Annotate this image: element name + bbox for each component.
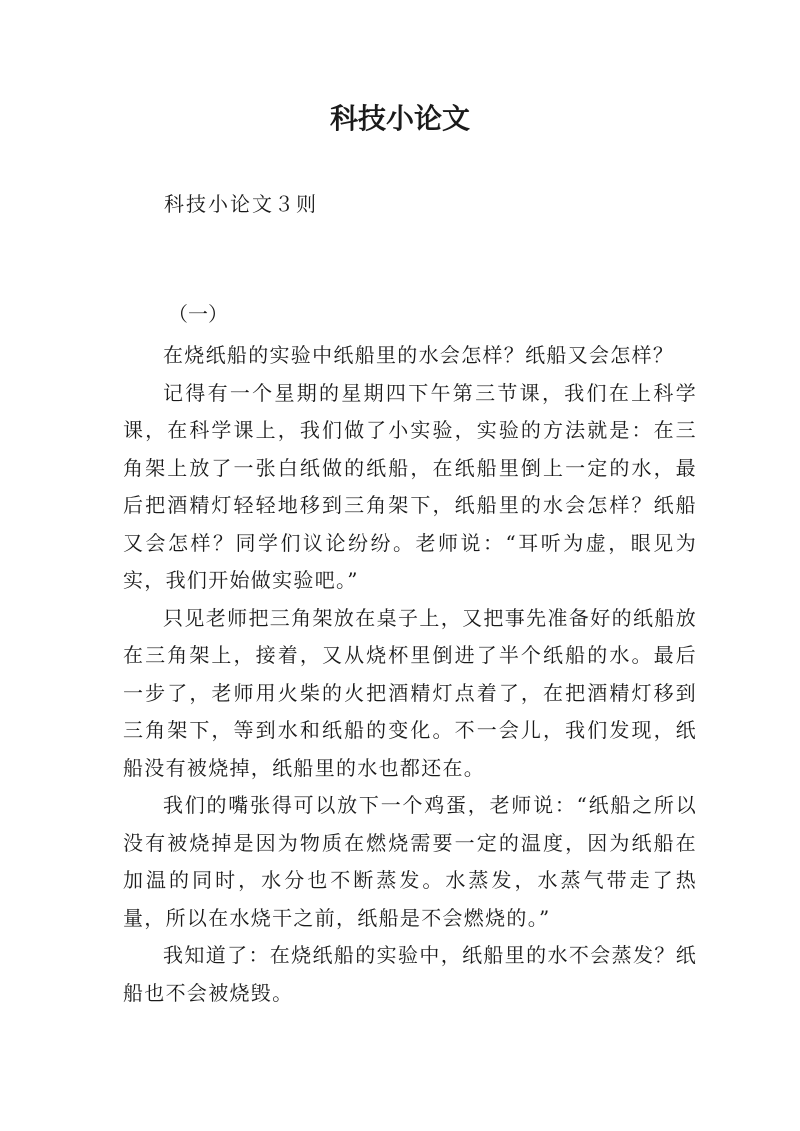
- paragraph: 在烧纸船的实验中纸船里的水会怎样？纸船又会怎样？: [163, 343, 675, 367]
- paragraph: 只见老师把三角架放在桌子上，又把事先准备好的纸船放在三角架上，接着，又从烧杯里倒进了半个纸船的水。最后一步了，老师用火柴的火把酒精灯点着了，在把酒精灯移到三角架下，等到水和纸船的变化。不一会儿，我们发现，纸船没有被烧掉，纸船里的水也都还在。: [123, 605, 697, 780]
- paragraph: 我知道了：在烧纸船的实验中，纸船里的水不会蒸发？纸船也不会被烧毁。: [123, 943, 697, 1005]
- document-body: [123, 337, 697, 1012]
- section-marker: （一）: [168, 302, 228, 326]
- document-title: 科技小论文: [329, 102, 470, 135]
- document-subtitle: 科技小论文３则: [164, 192, 318, 216]
- paragraph: 记得有一个星期的星期四下午第三节课，我们在上科学课，在科学课上，我们做了小实验，实验的方法就是：在三角架上放了一张白纸做的纸船，在纸船里倒上一定的水，最后把酒精灯轻轻地移到三角架下，纸船里的水会怎样？纸船又会怎样？同学们议论纷纷。老师说：“耳听为虚，眼见为实，我们开始做实验吧。”: [123, 380, 697, 592]
- paragraph: 我们的嘴张得可以放下一个鸡蛋，老师说：“纸船之所以没有被烧掉是因为物质在燃烧需要一定的温度，因为纸船在加温的同时，水分也不断蒸发。水蒸发，水蒸气带走了热量，所以在水烧干之前，纸船是不会燃烧的。”: [123, 793, 697, 930]
